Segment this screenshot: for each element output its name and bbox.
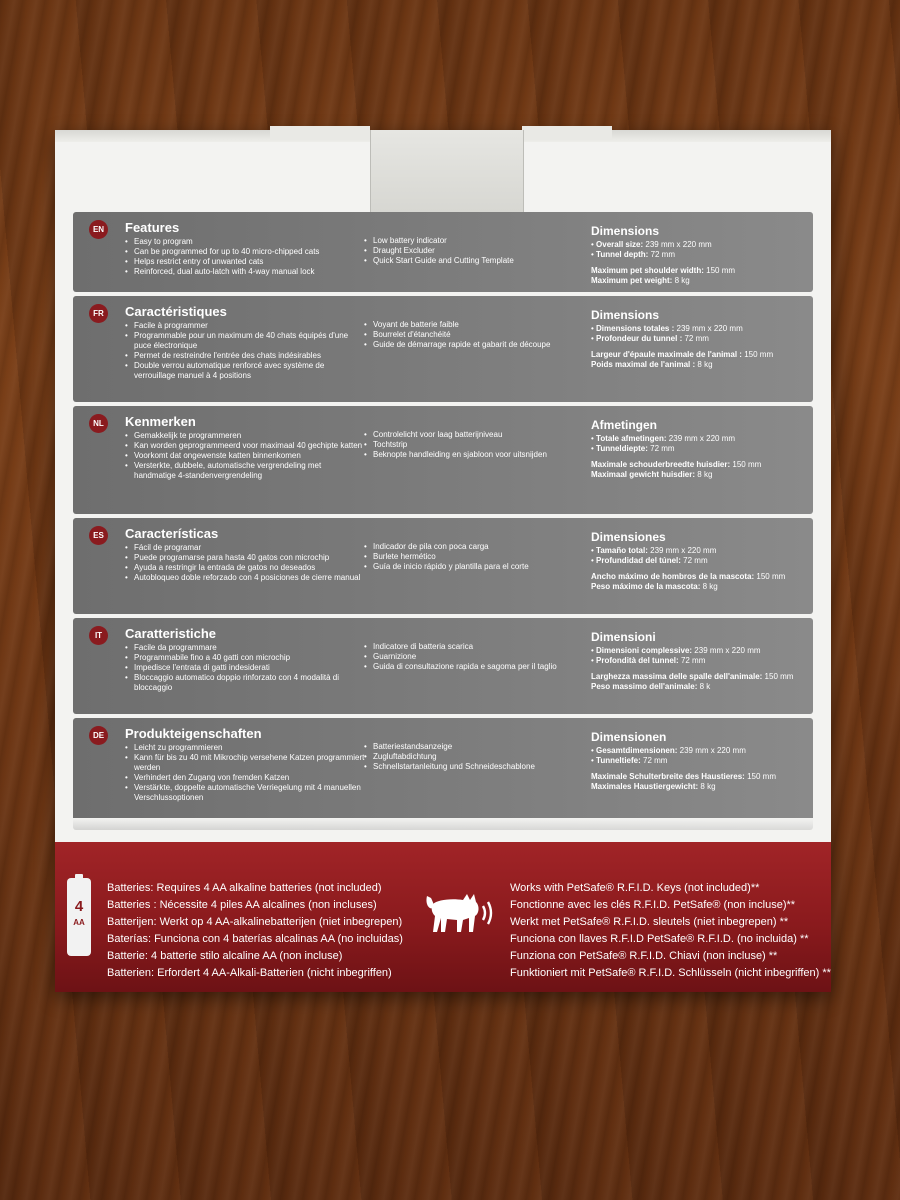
dimension-value: 239 mm x 220 mm <box>668 434 736 443</box>
dimension-value: 150 mm <box>732 460 762 469</box>
battery-line: Batterie: 4 batterie stilo alcaline AA (non incluse) <box>107 950 343 962</box>
dimensions-list <box>591 546 809 592</box>
list-item: • Tochtstrip <box>364 440 594 450</box>
list-item: • Ayuda a restringir la entrada de gatos no deseados <box>125 563 365 573</box>
feature-list <box>125 237 365 277</box>
list-item: • Programmabile fino a 40 gatti con microchip <box>125 653 365 663</box>
dimension-label: Profondeur du tunnel : <box>596 334 683 343</box>
feature-panel-fr <box>73 296 813 402</box>
battery-icon <box>67 878 91 956</box>
feature-list <box>125 743 365 803</box>
dimension-label: Peso máximo de la mascota: <box>591 582 701 591</box>
list-item: • Leicht zu programmieren <box>125 743 365 753</box>
dimension-row: • Dimensions totales : 239 mm x 220 mm <box>591 324 743 333</box>
dimension-row <box>591 782 809 792</box>
dimension-row <box>591 360 809 370</box>
battery-line: Batteries : Nécessite 4 piles AA alcalines (non incluses) <box>107 899 377 911</box>
red-info-band <box>55 842 831 992</box>
rfid-line: Funktioniert mit PetSafe® R.F.I.D. Schlüsseln (nicht inbegriffen) ** <box>510 967 831 979</box>
list-item: • Kann für bis zu 40 mit Mikrochip versehene Katzen programmiert werden <box>125 753 365 773</box>
list-item: • Versterkte, dubbele, automatische vergrendeling met handmatige 4-standenvergrendeling <box>125 461 365 481</box>
panel-title: Kenmerken <box>125 414 196 429</box>
dimensions-title: Dimensions <box>591 224 660 238</box>
dimensions-title: Dimensioni <box>591 630 656 644</box>
dimension-label: Maximum pet weight: <box>591 276 673 285</box>
rfid-line: Funziona con PetSafe® R.F.I.D. Chiavi (non incluse) ** <box>510 950 778 962</box>
battery-line: Batterien: Erfordert 4 AA-Alkali-Batterien (nicht inbegriffen) <box>107 967 392 979</box>
accessory-list <box>364 642 594 672</box>
list-item: • Permet de restreindre l'entrée des chats indésirables <box>125 351 365 361</box>
panel-title: Features <box>125 220 180 235</box>
list-item: • Quick Start Guide and Cutting Template <box>364 256 594 266</box>
dimension-row: • Tunneltiefe: 72 mm <box>591 756 668 765</box>
dimensions-list <box>591 746 809 792</box>
box-flap-left <box>270 126 370 140</box>
rfid-compatibility <box>510 880 831 982</box>
battery-line: Batterijen: Werkt op 4 AA-alkalinebatterijen (niet inbegrepen) <box>107 916 403 928</box>
dimension-label: Larghezza massima delle spalle dell'animale: <box>591 672 763 681</box>
dimension-value: 8 kg <box>702 582 718 591</box>
rfid-line: Works with PetSafe® R.F.I.D. Keys (not included)** <box>510 882 760 894</box>
list-item: • Reinforced, dual auto-latch with 4-way manual lock <box>125 267 365 277</box>
dimension-label: Tunneldiepte: <box>596 444 648 453</box>
language-badge: EN <box>89 220 108 239</box>
dimension-row: • Profundidad del túnel: 72 mm <box>591 556 708 565</box>
list-item: • Controlelicht voor laag batterijniveau <box>364 430 594 440</box>
feature-panel-nl <box>73 406 813 514</box>
list-item: • Indicador de pila con poca carga <box>364 542 594 552</box>
dimension-row: • Dimensioni complessive: 239 mm x 220 mm <box>591 646 761 655</box>
dimension-value: 239 mm x 220 mm <box>676 324 743 333</box>
dimension-row <box>591 276 809 286</box>
dimension-value: 150 mm <box>706 266 736 275</box>
dimension-row: • Totale afmetingen: 239 mm x 220 mm <box>591 434 736 443</box>
dimension-label: Profondità del tunnel: <box>596 656 679 665</box>
dimension-label: Poids maximal de l'animal : <box>591 360 696 369</box>
dimension-label: Dimensions totales : <box>596 324 675 333</box>
accessory-list <box>364 742 594 772</box>
list-item: • Draught Excluder <box>364 246 594 256</box>
dimension-row: • Gesamtdimensionen: 239 mm x 220 mm <box>591 746 746 755</box>
dimension-value: 150 mm <box>747 772 776 781</box>
list-item: • Beknopte handleiding en sjabloon voor uitsnijden <box>364 450 594 460</box>
dimension-value: 150 mm <box>764 672 794 681</box>
dimension-row: • Profondità del tunnel: 72 mm <box>591 656 706 665</box>
language-badge: FR <box>89 304 108 323</box>
feature-list <box>125 321 365 381</box>
list-item: • Easy to program <box>125 237 365 247</box>
list-item: • Facile da programmare <box>125 643 365 653</box>
dimension-label: Tunneltiefe: <box>596 756 641 765</box>
dimension-label: Tamaño total: <box>596 546 648 555</box>
list-item: • Kan worden geprogrammeerd voor maximaal 40 gechipte katten <box>125 441 365 451</box>
list-item: • Puede programarse para hasta 40 gatos con microchip <box>125 553 365 563</box>
list-item: • Verstärkte, doppelte automatische Verriegelung mit 4 manuellen Verschlussoptionen <box>125 783 365 803</box>
dimensions-title: Dimensionen <box>591 730 667 744</box>
dimension-row <box>591 460 809 470</box>
dimension-value: 8 kg <box>697 360 713 369</box>
dimension-label: Peso massimo dell'animale: <box>591 682 698 691</box>
dimension-label: Overall size: <box>596 240 644 249</box>
list-item: • Guide de démarrage rapide et gabarit de découpe <box>364 340 594 350</box>
dimension-value: 239 mm x 220 mm <box>679 746 746 755</box>
list-item: • Gemakkelijk te programmeren <box>125 431 365 441</box>
list-item: • Guida di consultazione rapida e sagoma per il taglio <box>364 662 594 672</box>
rfid-line: Werkt met PetSafe® R.F.I.D. sleutels (niet inbegrepen) ** <box>510 916 789 928</box>
dimension-label: Ancho máximo de hombros de la mascota: <box>591 572 755 581</box>
dimension-label: Maximum pet shoulder width: <box>591 266 704 275</box>
feature-list <box>125 431 365 481</box>
battery-requirements <box>107 880 403 982</box>
rfid-line: Fonctionne avec les clés R.F.I.D. PetSafe® (non incluse)** <box>510 899 796 911</box>
language-badge: IT <box>89 626 108 645</box>
list-item: • Autobloqueo doble reforzado con 4 posiciones de cierre manual <box>125 573 365 583</box>
dimension-label: Tunnel depth: <box>596 250 649 259</box>
list-item: • Indicatore di batteria scarica <box>364 642 594 652</box>
dimension-value: 72 mm <box>680 656 706 665</box>
dimension-label: Maximale schouderbreedte huisdier: <box>591 460 731 469</box>
battery-line: Baterías: Funciona con 4 baterías alcalinas AA (no incluidas) <box>107 933 403 945</box>
feature-list <box>125 643 365 693</box>
dimension-label: Profundidad del túnel: <box>596 556 681 565</box>
dimension-row <box>591 582 809 592</box>
accessory-list <box>364 430 594 460</box>
dimensions-list <box>591 646 809 692</box>
dimension-value: 8 kg <box>697 470 713 479</box>
list-item: • Guía de inicio rápido y plantilla para el corte <box>364 562 594 572</box>
box-flap-right <box>522 126 612 140</box>
accessory-list <box>364 236 594 266</box>
dimension-label: Maximale Schulterbreite des Haustieres: <box>591 772 745 781</box>
dimension-row <box>591 350 809 360</box>
battery-line: Batteries: Requires 4 AA alkaline batteries (not included) <box>107 882 382 894</box>
list-item: • Bourrelet d'étanchéité <box>364 330 594 340</box>
dimension-row <box>591 266 809 276</box>
list-item: • Impedisce l'entrata di gatti indesiderati <box>125 663 365 673</box>
product-box <box>55 130 831 992</box>
panel-title: Produkteigenschaften <box>125 726 262 741</box>
list-item: • Schnellstartanleitung und Schneideschablone <box>364 762 594 772</box>
battery-count: 4 <box>74 898 84 915</box>
list-item: • Facile à programmer <box>125 321 365 331</box>
language-badge: DE <box>89 726 108 745</box>
dimension-value: 150 mm <box>744 350 774 359</box>
list-item: • Programmable pour un maximum de 40 chats équipés d'une puce électronique <box>125 331 365 351</box>
dimension-value: 72 mm <box>684 334 709 343</box>
dimension-value: 239 mm x 220 mm <box>694 646 761 655</box>
list-item: • Voyant de batterie faible <box>364 320 594 330</box>
rfid-line: Funciona con llaves R.F.I.D PetSafe® R.F.I.D. (no incluida) ** <box>510 933 809 945</box>
list-item: • Double verrou automatique renforcé avec système de verrouillage manuel à 4 positions <box>125 361 365 381</box>
dimension-label: Dimensioni complessive: <box>596 646 693 655</box>
dimension-row: • Tunnel depth: 72 mm <box>591 250 676 259</box>
feature-panel-en <box>73 212 813 292</box>
dimension-value: 72 mm <box>650 444 675 453</box>
dimension-label: Gesamtdimensionen: <box>596 746 678 755</box>
list-item: • Voorkomt dat ongewenste katten binnenkomen <box>125 451 365 461</box>
dimensions-list <box>591 324 809 370</box>
accessory-list <box>364 542 594 572</box>
dimensions-list <box>591 434 809 480</box>
dimensions-title: Dimensions <box>591 308 660 322</box>
panel-title: Caratteristiche <box>125 626 217 641</box>
dimension-row: • Overall size: 239 mm x 220 mm <box>591 240 712 249</box>
language-badge: NL <box>89 414 108 433</box>
panel-title: Características <box>125 526 219 541</box>
dimension-value: 239 mm x 220 mm <box>645 240 712 249</box>
list-item: • Verhindert den Zugang von fremden Katzen <box>125 773 365 783</box>
list-item: • Low battery indicator <box>364 236 594 246</box>
box-tuck-flap <box>370 130 524 213</box>
list-item: • Burlete hermético <box>364 552 594 562</box>
dimension-value: 8 kg <box>700 782 716 791</box>
dimension-row: • Profondeur du tunnel : 72 mm <box>591 334 709 343</box>
dimension-label: Largeur d'épaule maximale de l'animal : <box>591 350 742 359</box>
dimension-row <box>591 470 809 480</box>
feature-panel-de <box>73 718 813 830</box>
list-item: • Fácil de programar <box>125 543 365 553</box>
dimension-label: Totale afmetingen: <box>596 434 667 443</box>
dimension-value: 8 k <box>699 682 711 691</box>
dimension-value: 8 kg <box>674 276 690 285</box>
dimension-label: Maximales Haustiergewicht: <box>591 782 699 791</box>
dimension-row: • Tamaño total: 239 mm x 220 mm <box>591 546 717 555</box>
dimensions-list <box>591 240 809 286</box>
language-badge: ES <box>89 526 108 545</box>
dimension-row <box>591 772 809 782</box>
cat-rfid-icon <box>423 886 499 944</box>
dimensions-title: Dimensiones <box>591 530 666 544</box>
list-item: • Guarnizione <box>364 652 594 662</box>
dimension-value: 72 mm <box>650 250 676 259</box>
dimension-value: 72 mm <box>683 556 708 565</box>
accessory-list <box>364 320 594 350</box>
dimension-row <box>591 672 809 682</box>
dimensions-title: Afmetingen <box>591 418 657 432</box>
dimension-value: 72 mm <box>643 756 668 765</box>
dimension-label: Maximaal gewicht huisdier: <box>591 470 696 479</box>
list-item: • Batteriestandsanzeige <box>364 742 594 752</box>
dimension-row <box>591 572 809 582</box>
list-item: • Bloccaggio automatico doppio rinforzato con 4 modalità di bloccaggio <box>125 673 365 693</box>
feature-list <box>125 543 365 583</box>
dimension-value: 239 mm x 220 mm <box>650 546 717 555</box>
dimension-row: • Tunneldiepte: 72 mm <box>591 444 675 453</box>
list-item: • Can be programmed for up to 40 micro-chipped cats <box>125 247 365 257</box>
list-item: • Helps restrict entry of unwanted cats <box>125 257 365 267</box>
list-item: • Zugluftabdichtung <box>364 752 594 762</box>
feature-panel-es <box>73 518 813 614</box>
dimension-row <box>591 682 809 692</box>
dimension-value: 150 mm <box>756 572 786 581</box>
battery-type: AA <box>73 918 85 927</box>
panel-title: Caractéristiques <box>125 304 227 319</box>
feature-panel-it <box>73 618 813 714</box>
